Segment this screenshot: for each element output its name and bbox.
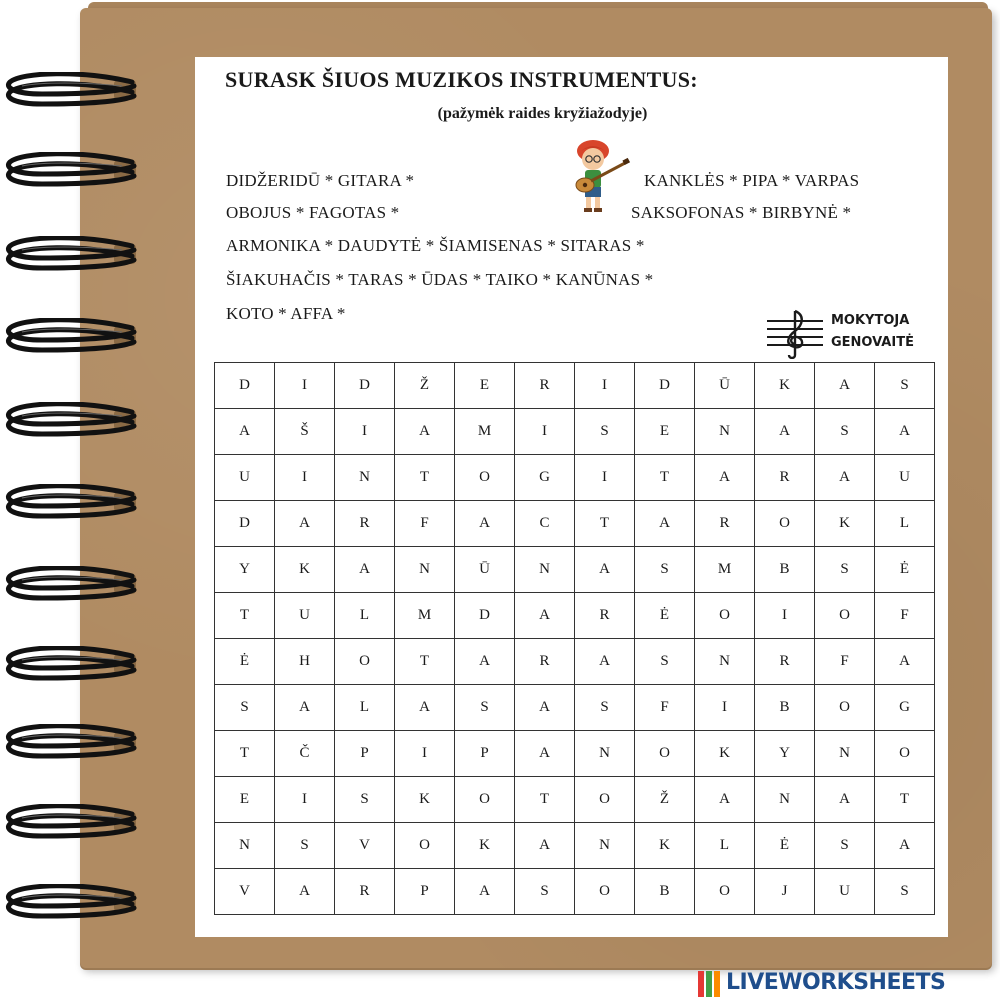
grid-cell[interactable]: S — [575, 409, 635, 455]
grid-cell[interactable]: S — [815, 823, 875, 869]
grid-cell[interactable]: K — [395, 777, 455, 823]
grid-cell[interactable]: A — [515, 685, 575, 731]
grid-cell[interactable]: A — [635, 501, 695, 547]
spiral-ring — [2, 646, 140, 682]
grid-cell[interactable]: U — [215, 455, 275, 501]
grid-row — [215, 823, 935, 869]
spiral-ring — [2, 72, 140, 108]
grid-cell[interactable]: N — [815, 731, 875, 777]
grid-cell[interactable]: S — [335, 777, 395, 823]
grid-cell[interactable]: G — [875, 685, 935, 731]
grid-cell[interactable]: T — [575, 501, 635, 547]
grid-cell[interactable]: L — [695, 823, 755, 869]
grid-cell[interactable]: V — [335, 823, 395, 869]
grid-cell[interactable]: Ė — [755, 823, 815, 869]
logo-line-1: MOKYTOJA — [831, 313, 910, 328]
spiral-ring — [2, 804, 140, 840]
teacher-logo — [765, 309, 945, 359]
grid-cell[interactable]: F — [815, 639, 875, 685]
treble-clef-staff-icon — [765, 309, 825, 359]
grid-row — [215, 409, 935, 455]
worksheet-page — [195, 57, 948, 937]
grid-cell[interactable]: R — [755, 639, 815, 685]
logo-line-2: GENOVAITĖ — [831, 335, 914, 350]
grid-cell[interactable]: A — [875, 639, 935, 685]
grid-cell[interactable]: S — [215, 685, 275, 731]
grid-cell[interactable]: N — [695, 409, 755, 455]
word-list-line-3: ARMONIKA * DAUDYTĖ * ŠIAMISENAS * SITARAS * — [226, 236, 645, 255]
grid-cell[interactable]: K — [455, 823, 515, 869]
spiral-ring — [2, 318, 140, 354]
boy-with-guitar-icon — [563, 137, 635, 217]
grid-cell[interactable]: D — [455, 593, 515, 639]
grid-cell[interactable]: D — [215, 363, 275, 409]
grid-cell[interactable]: G — [515, 455, 575, 501]
grid-cell[interactable]: K — [695, 731, 755, 777]
grid-cell[interactable]: A — [815, 777, 875, 823]
grid-cell[interactable]: A — [275, 501, 335, 547]
grid-cell[interactable]: O — [575, 869, 635, 915]
grid-cell[interactable]: T — [215, 731, 275, 777]
grid-row — [215, 869, 935, 915]
grid-cell[interactable]: E — [455, 363, 515, 409]
grid-cell[interactable]: A — [815, 455, 875, 501]
word-list-line-2: OBOJUS * FAGOTAS * — [226, 203, 400, 222]
grid-cell[interactable]: U — [815, 869, 875, 915]
grid-cell[interactable]: S — [635, 639, 695, 685]
grid-cell[interactable]: Ū — [695, 363, 755, 409]
grid-cell[interactable]: I — [275, 455, 335, 501]
grid-cell[interactable]: D — [635, 363, 695, 409]
grid-cell[interactable]: Ė — [875, 547, 935, 593]
grid-cell[interactable]: S — [815, 547, 875, 593]
grid-cell[interactable]: S — [875, 363, 935, 409]
grid-cell[interactable]: N — [755, 777, 815, 823]
grid-cell[interactable]: M — [695, 547, 755, 593]
grid-cell[interactable]: Y — [215, 547, 275, 593]
grid-cell[interactable]: S — [455, 685, 515, 731]
spiral-ring — [2, 402, 140, 438]
grid-cell[interactable]: N — [575, 731, 635, 777]
grid-cell[interactable]: E — [635, 409, 695, 455]
grid-cell[interactable]: R — [575, 593, 635, 639]
grid-cell[interactable]: I — [335, 409, 395, 455]
grid-cell[interactable]: O — [575, 777, 635, 823]
grid-cell[interactable]: M — [455, 409, 515, 455]
grid-cell[interactable]: O — [815, 593, 875, 639]
grid-cell[interactable]: T — [515, 777, 575, 823]
grid-cell[interactable]: Ė — [215, 639, 275, 685]
grid-cell[interactable]: V — [215, 869, 275, 915]
grid-cell[interactable]: N — [395, 547, 455, 593]
grid-cell[interactable]: O — [335, 639, 395, 685]
grid-cell[interactable]: I — [395, 731, 455, 777]
grid-cell[interactable]: A — [335, 547, 395, 593]
grid-cell[interactable]: A — [395, 409, 455, 455]
grid-cell[interactable]: A — [695, 777, 755, 823]
grid-cell[interactable]: O — [695, 869, 755, 915]
grid-cell[interactable]: U — [275, 593, 335, 639]
grid-cell[interactable]: A — [875, 823, 935, 869]
grid-cell[interactable]: R — [755, 455, 815, 501]
grid-cell[interactable]: I — [575, 455, 635, 501]
spiral-ring — [2, 484, 140, 520]
grid-cell[interactable]: I — [275, 777, 335, 823]
grid-cell[interactable]: A — [275, 685, 335, 731]
grid-cell[interactable]: R — [335, 869, 395, 915]
grid-row — [215, 455, 935, 501]
word-search-grid — [214, 362, 935, 915]
grid-cell[interactable]: K — [635, 823, 695, 869]
grid-row — [215, 501, 935, 547]
grid-cell[interactable]: A — [455, 501, 515, 547]
grid-row — [215, 363, 935, 409]
grid-row — [215, 777, 935, 823]
worksheet-subtitle: (pažymėk raides kryžiažodyje) — [437, 105, 648, 122]
grid-cell[interactable]: R — [515, 363, 575, 409]
grid-cell[interactable]: O — [695, 593, 755, 639]
grid-cell[interactable]: K — [755, 363, 815, 409]
grid-cell[interactable]: F — [395, 501, 455, 547]
grid-cell[interactable]: R — [695, 501, 755, 547]
brand-name: LIVEWORKSHEETS — [726, 970, 946, 995]
grid-cell[interactable]: D — [335, 363, 395, 409]
grid-cell[interactable]: B — [755, 547, 815, 593]
grid-cell[interactable]: N — [335, 455, 395, 501]
grid-cell[interactable]: T — [875, 777, 935, 823]
grid-cell[interactable]: A — [455, 639, 515, 685]
word-list-line-5: KOTO * AFFA * — [226, 304, 346, 323]
grid-cell[interactable]: T — [395, 455, 455, 501]
liveworksheets-brand — [698, 967, 998, 1001]
grid-row — [215, 731, 935, 777]
grid-cell[interactable]: O — [755, 501, 815, 547]
grid-cell[interactable]: O — [455, 777, 515, 823]
grid-row — [215, 547, 935, 593]
grid-cell[interactable]: Ū — [455, 547, 515, 593]
grid-cell[interactable]: Ž — [635, 777, 695, 823]
grid-cell[interactable]: A — [215, 409, 275, 455]
grid-row — [215, 685, 935, 731]
word-list-line-1b: KANKLĖS * PIPA * VARPAS — [644, 171, 860, 190]
grid-cell[interactable]: Ė — [635, 593, 695, 639]
grid-cell[interactable]: B — [755, 685, 815, 731]
grid-cell[interactable]: A — [815, 363, 875, 409]
liveworksheets-logo-icon — [698, 971, 720, 997]
grid-cell[interactable]: I — [695, 685, 755, 731]
grid-cell[interactable]: O — [815, 685, 875, 731]
grid-cell[interactable]: N — [695, 639, 755, 685]
spiral-ring — [2, 884, 140, 920]
grid-cell[interactable]: I — [515, 409, 575, 455]
word-list-line-2b: SAKSOFONAS * BIRBYNĖ * — [631, 203, 852, 222]
grid-cell[interactable]: Ž — [395, 363, 455, 409]
grid-cell[interactable]: F — [875, 593, 935, 639]
grid-cell[interactable]: O — [395, 823, 455, 869]
grid-cell[interactable]: N — [215, 823, 275, 869]
grid-cell[interactable]: S — [275, 823, 335, 869]
grid-cell[interactable]: O — [875, 731, 935, 777]
grid-cell[interactable]: S — [875, 869, 935, 915]
grid-cell[interactable]: O — [635, 731, 695, 777]
word-list-line-1: DIDŽERIDŪ * GITARA * — [226, 171, 415, 190]
worksheet-title: SURASK ŠIUOS MUZIKOS INSTRUMENTUS: — [225, 67, 698, 92]
grid-cell[interactable]: R — [335, 501, 395, 547]
grid-cell[interactable]: C — [515, 501, 575, 547]
grid-cell[interactable]: H — [275, 639, 335, 685]
grid-cell[interactable]: S — [815, 409, 875, 455]
grid-cell[interactable]: A — [755, 409, 815, 455]
spiral-ring — [2, 236, 140, 272]
grid-cell[interactable]: A — [455, 869, 515, 915]
grid-cell[interactable]: I — [755, 593, 815, 639]
grid-cell[interactable]: K — [275, 547, 335, 593]
grid-cell[interactable]: D — [215, 501, 275, 547]
grid-cell[interactable]: R — [515, 639, 575, 685]
grid-cell[interactable]: Š — [275, 409, 335, 455]
grid-cell[interactable]: Č — [275, 731, 335, 777]
grid-cell[interactable]: N — [575, 823, 635, 869]
grid-cell[interactable]: A — [695, 455, 755, 501]
grid-cell[interactable]: A — [395, 685, 455, 731]
grid-cell[interactable]: M — [395, 593, 455, 639]
grid-cell[interactable]: S — [635, 547, 695, 593]
grid-row — [215, 593, 935, 639]
grid-cell[interactable]: K — [815, 501, 875, 547]
grid-cell[interactable]: E — [215, 777, 275, 823]
grid-cell[interactable]: U — [875, 455, 935, 501]
grid-cell[interactable]: L — [335, 593, 395, 639]
grid-cell[interactable]: T — [635, 455, 695, 501]
grid-cell[interactable]: A — [515, 731, 575, 777]
grid-cell[interactable]: N — [515, 547, 575, 593]
spiral-ring — [2, 724, 140, 760]
grid-cell[interactable]: S — [575, 685, 635, 731]
spiral-ring — [2, 152, 140, 188]
spiral-ring — [2, 566, 140, 602]
word-list-line-4: ŠIAKUHAČIS * TARAS * ŪDAS * TAIKO * KANŪNAS * — [226, 270, 654, 289]
grid-cell[interactable]: B — [635, 869, 695, 915]
grid-cell[interactable]: P — [335, 731, 395, 777]
grid-cell[interactable]: T — [395, 639, 455, 685]
grid-cell[interactable]: F — [635, 685, 695, 731]
grid-cell[interactable]: L — [335, 685, 395, 731]
grid-cell[interactable]: J — [755, 869, 815, 915]
grid-cell[interactable]: I — [575, 363, 635, 409]
grid-cell[interactable]: A — [575, 639, 635, 685]
grid-cell[interactable]: S — [515, 869, 575, 915]
grid-cell[interactable]: I — [275, 363, 335, 409]
grid-cell[interactable]: O — [455, 455, 515, 501]
grid-cell[interactable]: P — [395, 869, 455, 915]
grid-cell[interactable]: A — [575, 547, 635, 593]
grid-cell[interactable]: L — [875, 501, 935, 547]
grid-cell[interactable]: P — [455, 731, 515, 777]
grid-cell[interactable]: T — [215, 593, 275, 639]
grid-cell[interactable]: A — [875, 409, 935, 455]
grid-cell[interactable]: A — [515, 823, 575, 869]
grid-cell[interactable]: A — [275, 869, 335, 915]
grid-row — [215, 639, 935, 685]
grid-cell[interactable]: Y — [755, 731, 815, 777]
grid-cell[interactable]: A — [515, 593, 575, 639]
